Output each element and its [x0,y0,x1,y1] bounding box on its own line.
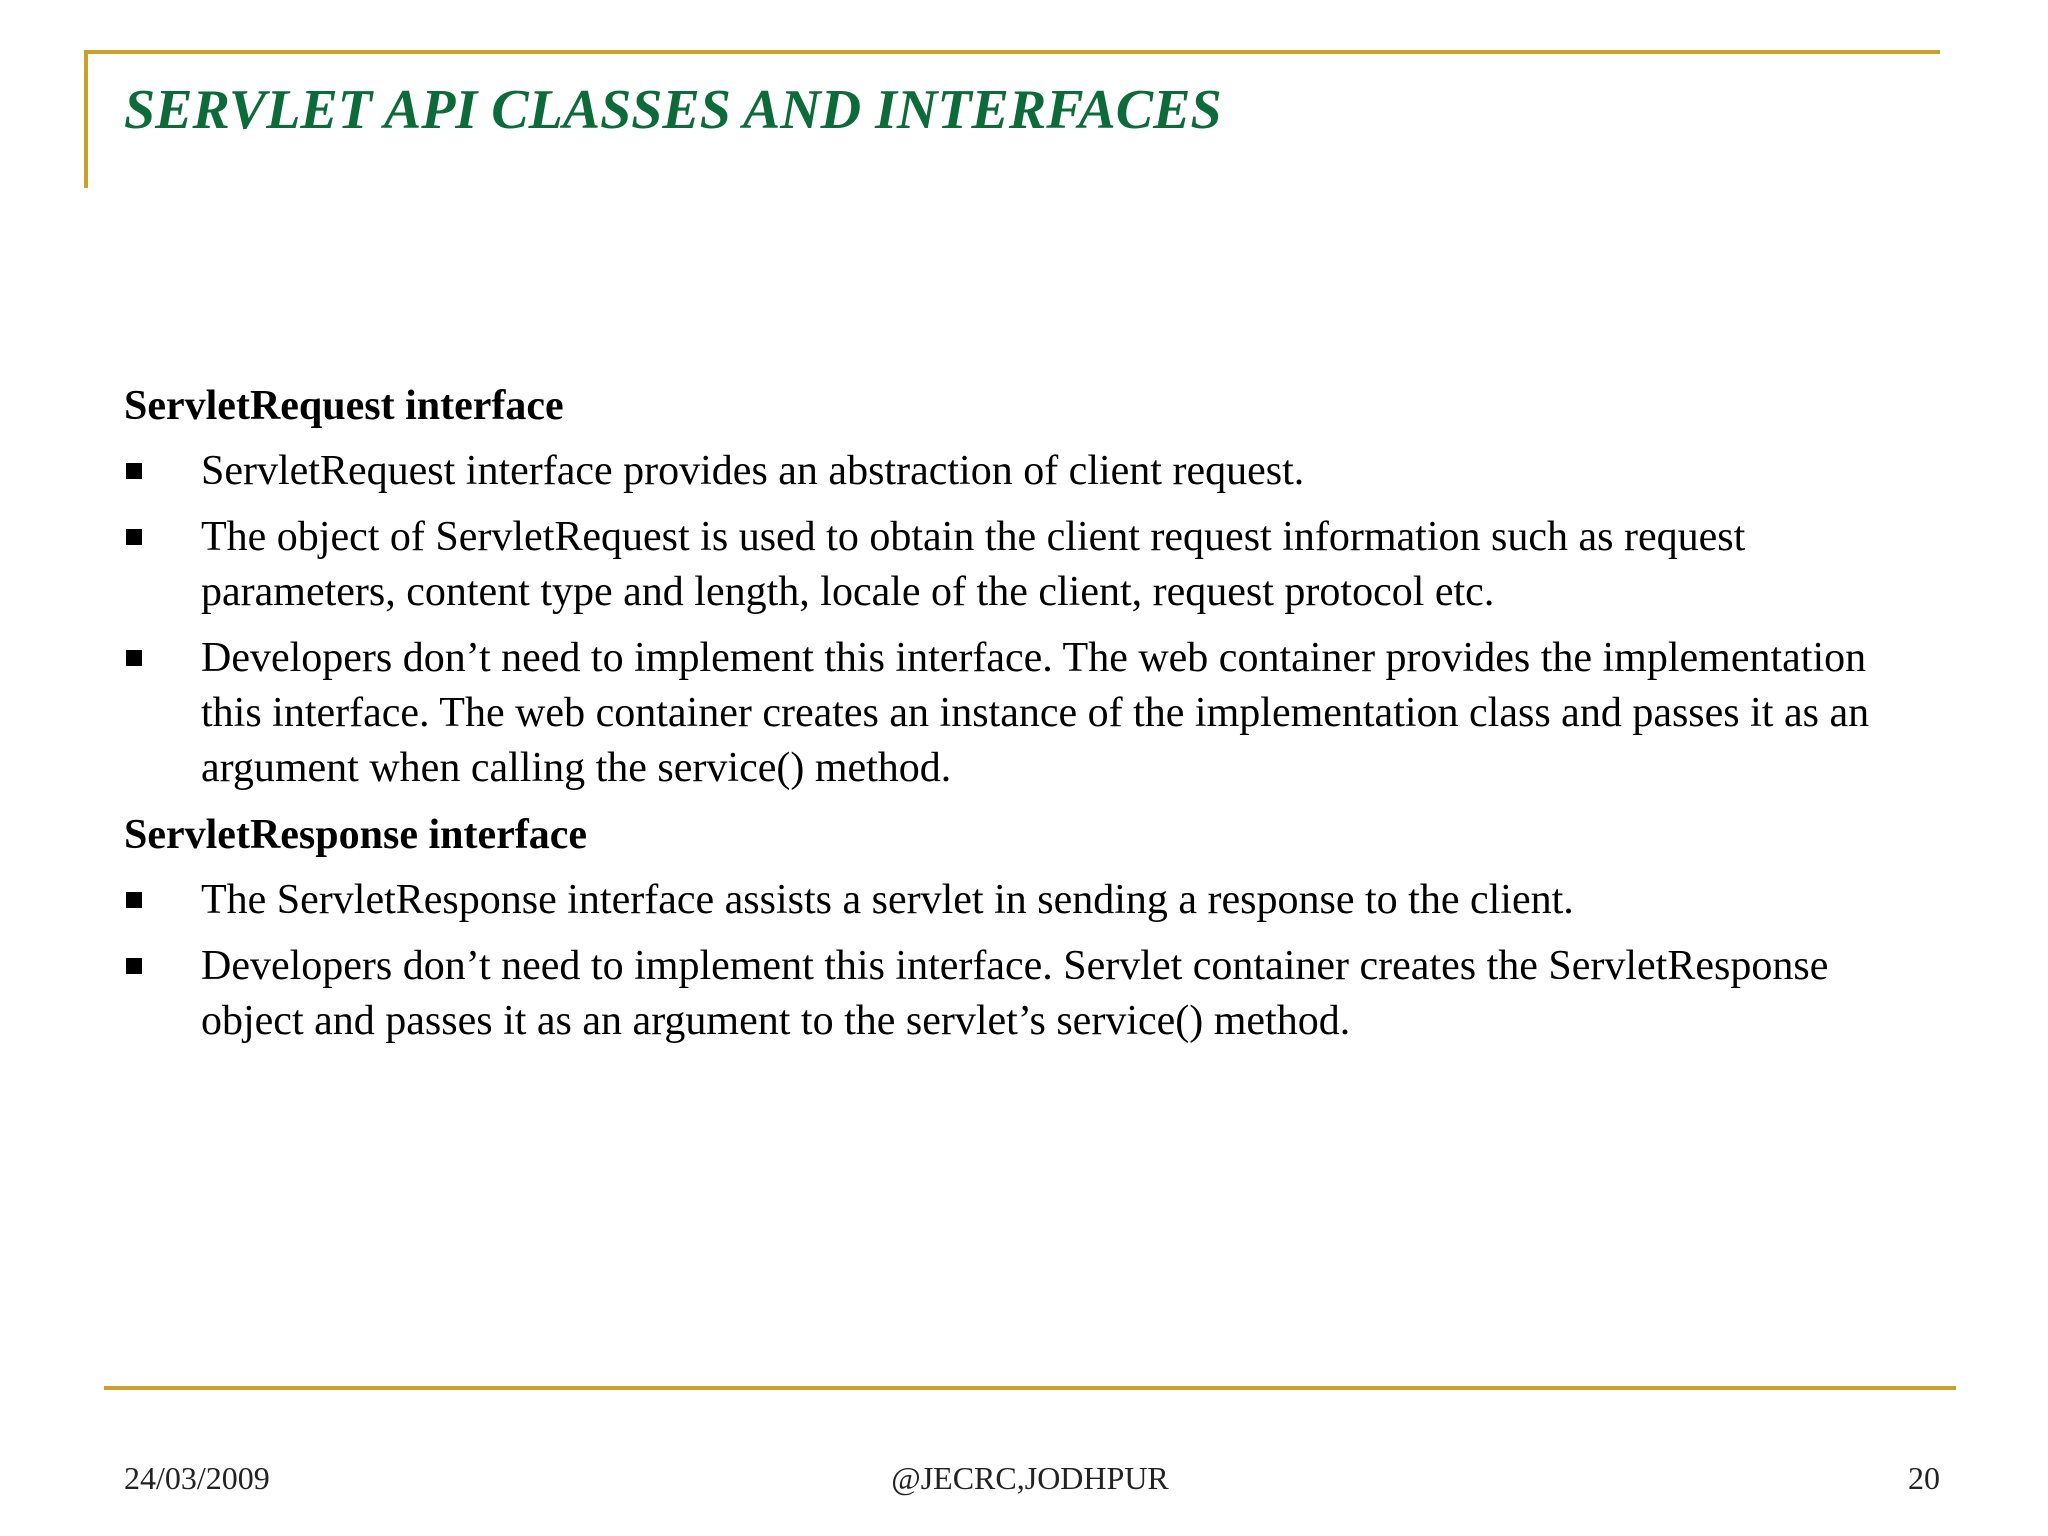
section-servlet-request [124,378,1924,796]
footer-date: 24/03/2009 [124,1460,270,1496]
slide-title: SERVLET API CLASSES AND INTERFACES [124,79,1222,141]
bullet-text: Developers don’t need to implement this interface. Servlet container creates the ServletResponse object and passes it as an argument to the servlet’s service() method. [201,943,1829,1044]
square-bullet-icon [126,650,142,666]
section-servlet-response [124,807,1924,1049]
bullet-text: Developers don’t need to implement this interface. The web container provides the implementation this interface. The web container creates an instance of the implementation class and passes it as an argument when calling the service() method. [201,635,1870,791]
square-bullet-icon [126,958,142,974]
bullet-list [124,873,1924,1049]
bullet-text: The object of ServletRequest is used to obtain the client request information such as request parameters, content type and length, locale of the client, request protocol etc. [201,514,1746,615]
bullet-text: ServletRequest interface provides an abstraction of client request. [201,448,1305,494]
footer-organization: @JECRC,JODHPUR [891,1460,1169,1496]
footer-rule [104,1386,1956,1390]
section-heading: ServletRequest interface [124,383,564,429]
square-bullet-icon [126,892,142,908]
bullet-item [124,631,1924,796]
bullet-list [124,444,1924,796]
title-frame-left-rule [84,50,88,188]
square-bullet-icon [126,463,142,479]
bullet-item [124,939,1924,1049]
title-frame-top-rule [84,50,1940,54]
section-heading: ServletResponse interface [124,812,588,858]
page-number: 20 [1908,1460,1940,1496]
slide-content [124,378,1924,1060]
square-bullet-icon [126,529,142,545]
bullet-text: The ServletResponse interface assists a servlet in sending a response to the client. [201,877,1574,923]
bullet-item [124,510,1924,620]
bullet-item [124,873,1924,928]
bullet-item [124,444,1924,499]
